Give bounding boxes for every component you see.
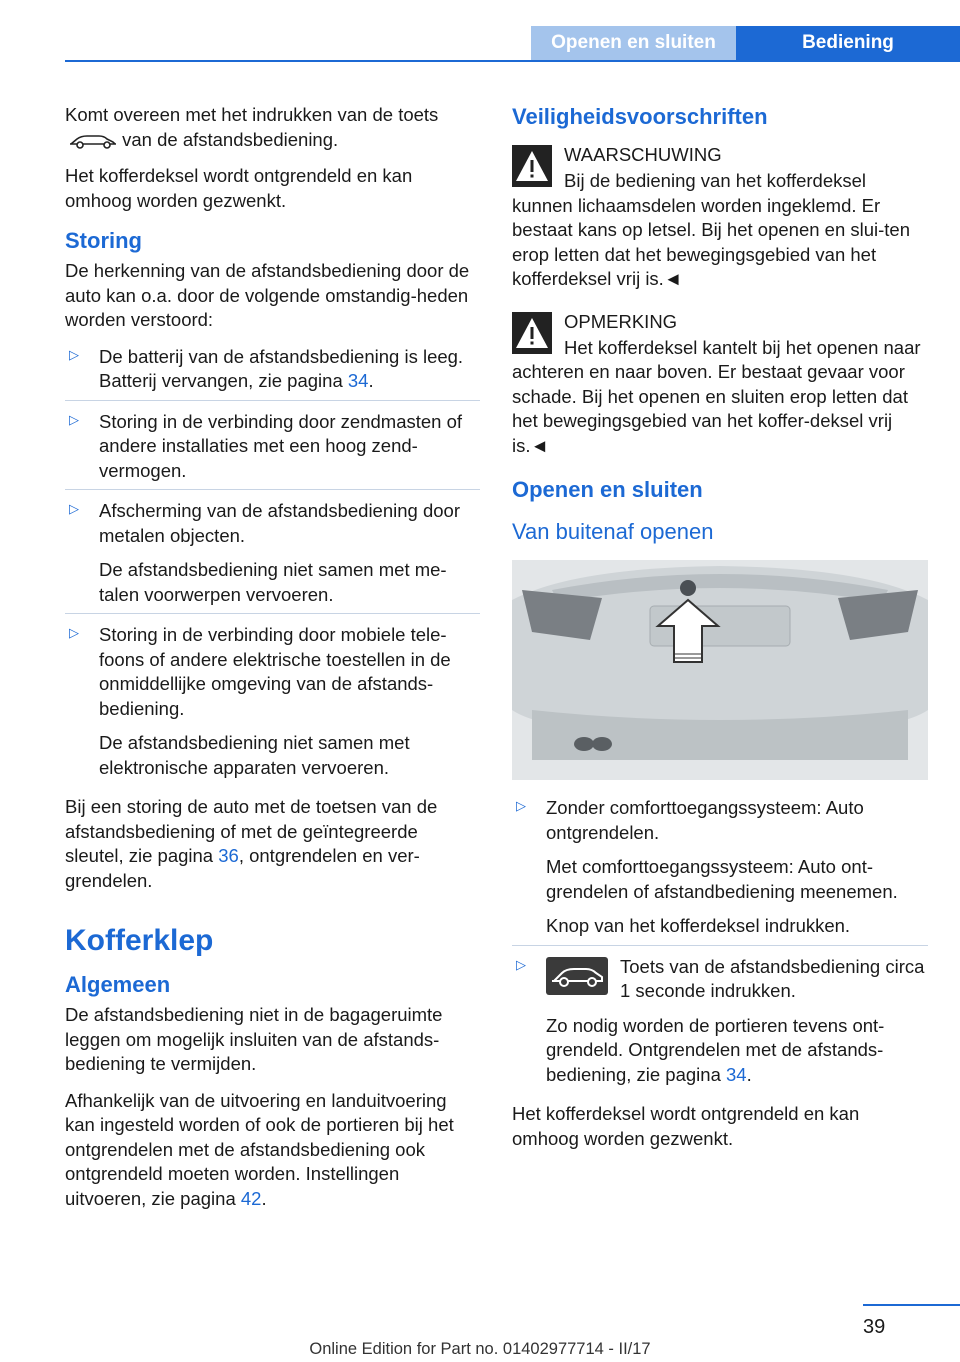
warning-text: Bij de bediening van het kofferdeksel kunnen lichaamsdelen worden ingeklemd. Er bestaat kans op letsel. Bij het openen en slui-ten erop letten dat het bewegingsgebied van het kofferdeksel vrij is.◄ <box>512 170 911 289</box>
footer-rule <box>863 1304 960 1306</box>
header-tab-chapter: Bediening <box>736 26 960 60</box>
triangle-bullet-icon: ▷ <box>516 956 526 972</box>
algemeen-paragraph-2: Afhankelijk van de uitvoering en landuitvoering kan ingesteld worden of ook de portieren bij het ontgrendelen met de afstandsbediening ook ontgrendeld moeten worden. Instellingen uitvoeren, zie pagina 42. <box>65 1089 454 1209</box>
intro-paragraph-2: Het kofferdeksel wordt ontgrendeld en kan omhoog worden gezwenkt. <box>65 165 413 211</box>
list-item: ▷ Storing in de verbinding door zendmasten of andere installaties met een hoog zend-vermogen. <box>65 410 480 491</box>
closing-paragraph: Het kofferdeksel wordt ontgrendeld en kan omhoog worden gezwenkt. <box>512 1103 860 1149</box>
list-item: ▷ Storing in de verbinding door mobiele tele-foons of andere elektrische toestellen in de onmiddellijke omgeving van de afstands-bediening. De afstandsbediening niet samen met elektronische apparaten vervoeren. <box>69 624 451 778</box>
page-number: 39 <box>863 1316 886 1338</box>
page-link-42[interactable]: 42 <box>240 1187 262 1209</box>
storing-list <box>65 345 480 787</box>
header-tab-section: Openen en sluiten <box>531 26 736 60</box>
notice-text: Het kofferdeksel kantelt bij het openen naar achteren en naar boven. Er bestaat gevaar voor schade. Bij het openen en sluiten erop letten dat het bewegingsgebied van het koffer-deksel vrij is.◄ <box>512 336 921 456</box>
left-column <box>65 103 480 1223</box>
warning-label: WAARSCHUWING <box>564 144 722 165</box>
safety-heading: Veiligheidsvoorschriften <box>512 104 768 129</box>
remote-trunk-button-icon <box>546 957 608 995</box>
triangle-bullet-icon: ▷ <box>69 346 79 362</box>
algemeen-paragraph-1: De afstandsbediening niet in de bagageruimte leggen om mogelijk insluiten van de afstands-bediening te vermijden. <box>65 1004 443 1074</box>
trunk-photo <box>512 560 928 780</box>
footer-edition: Online Edition for Part no. 01402977714 - II/17 <box>309 1340 651 1358</box>
storing-text: De herkenning van de afstandsbediening door de auto kan o.a. door de volgende omstandig-heden worden verstoord: <box>65 260 470 330</box>
page-link-34[interactable]: 34 <box>347 370 369 391</box>
header-rule <box>65 60 960 62</box>
outside-open-heading: Van buitenaf openen <box>512 519 714 544</box>
algemeen-heading: Algemeen <box>65 972 171 997</box>
right-column <box>512 103 928 1163</box>
list-item: ▷ Zonder comforttoegangssysteem: Auto ontgrendelen. Met comforttoegangssysteem: Auto ont-grendelen of afstandbediening meenemen. Knop van het kofferdeksel indrukken. <box>512 796 928 946</box>
warning-triangle-icon <box>512 145 552 187</box>
triangle-bullet-icon: ▷ <box>69 411 79 427</box>
storing-closing: Bij een storing de auto met de toetsen van de afstandsbediening of met de geïntegreerde sleutel, zie pagina 36, ontgrendelen en ver-grendelen. <box>65 796 438 891</box>
storing-heading: Storing <box>65 228 142 253</box>
triangle-bullet-icon: ▷ <box>69 501 79 516</box>
open-close-heading: Openen en sluiten <box>512 477 703 502</box>
warning-triangle-icon <box>512 312 552 354</box>
intro-paragraph: Komt overeen met het indrukken van de toets van de afstandsbediening. <box>65 104 439 150</box>
open-steps-list <box>512 796 928 1093</box>
triangle-bullet-icon: ▷ <box>69 625 79 640</box>
notice-label: OPMERKING <box>564 310 678 332</box>
list-item: ▷ De batterij van de afstandsbediening is leeg. Batterij vervangen, zie pagina 34. <box>65 345 480 401</box>
notice-block <box>512 310 928 358</box>
list-item: ▷ Afscherming van de afstandsbediening door metalen objecten. De afstandsbediening niet samen met me-talen voorwerpen vervoeren. <box>65 499 480 614</box>
car-trunk-icon <box>69 132 117 150</box>
list-item: ▷ Toets van de afstandsbediening circa 1 seconde indrukken. Zo nodig worden de portieren tevens ont-grendeld. Ontgrendelen met de afstands-bediening, zie pagina 34. <box>516 955 925 1085</box>
warning-block <box>512 143 928 191</box>
kofferklep-heading: Kofferklep <box>65 924 214 957</box>
page-link-36[interactable]: 36 <box>218 845 239 866</box>
page-link-34[interactable]: 34 <box>726 1063 747 1085</box>
triangle-bullet-icon: ▷ <box>516 798 526 813</box>
